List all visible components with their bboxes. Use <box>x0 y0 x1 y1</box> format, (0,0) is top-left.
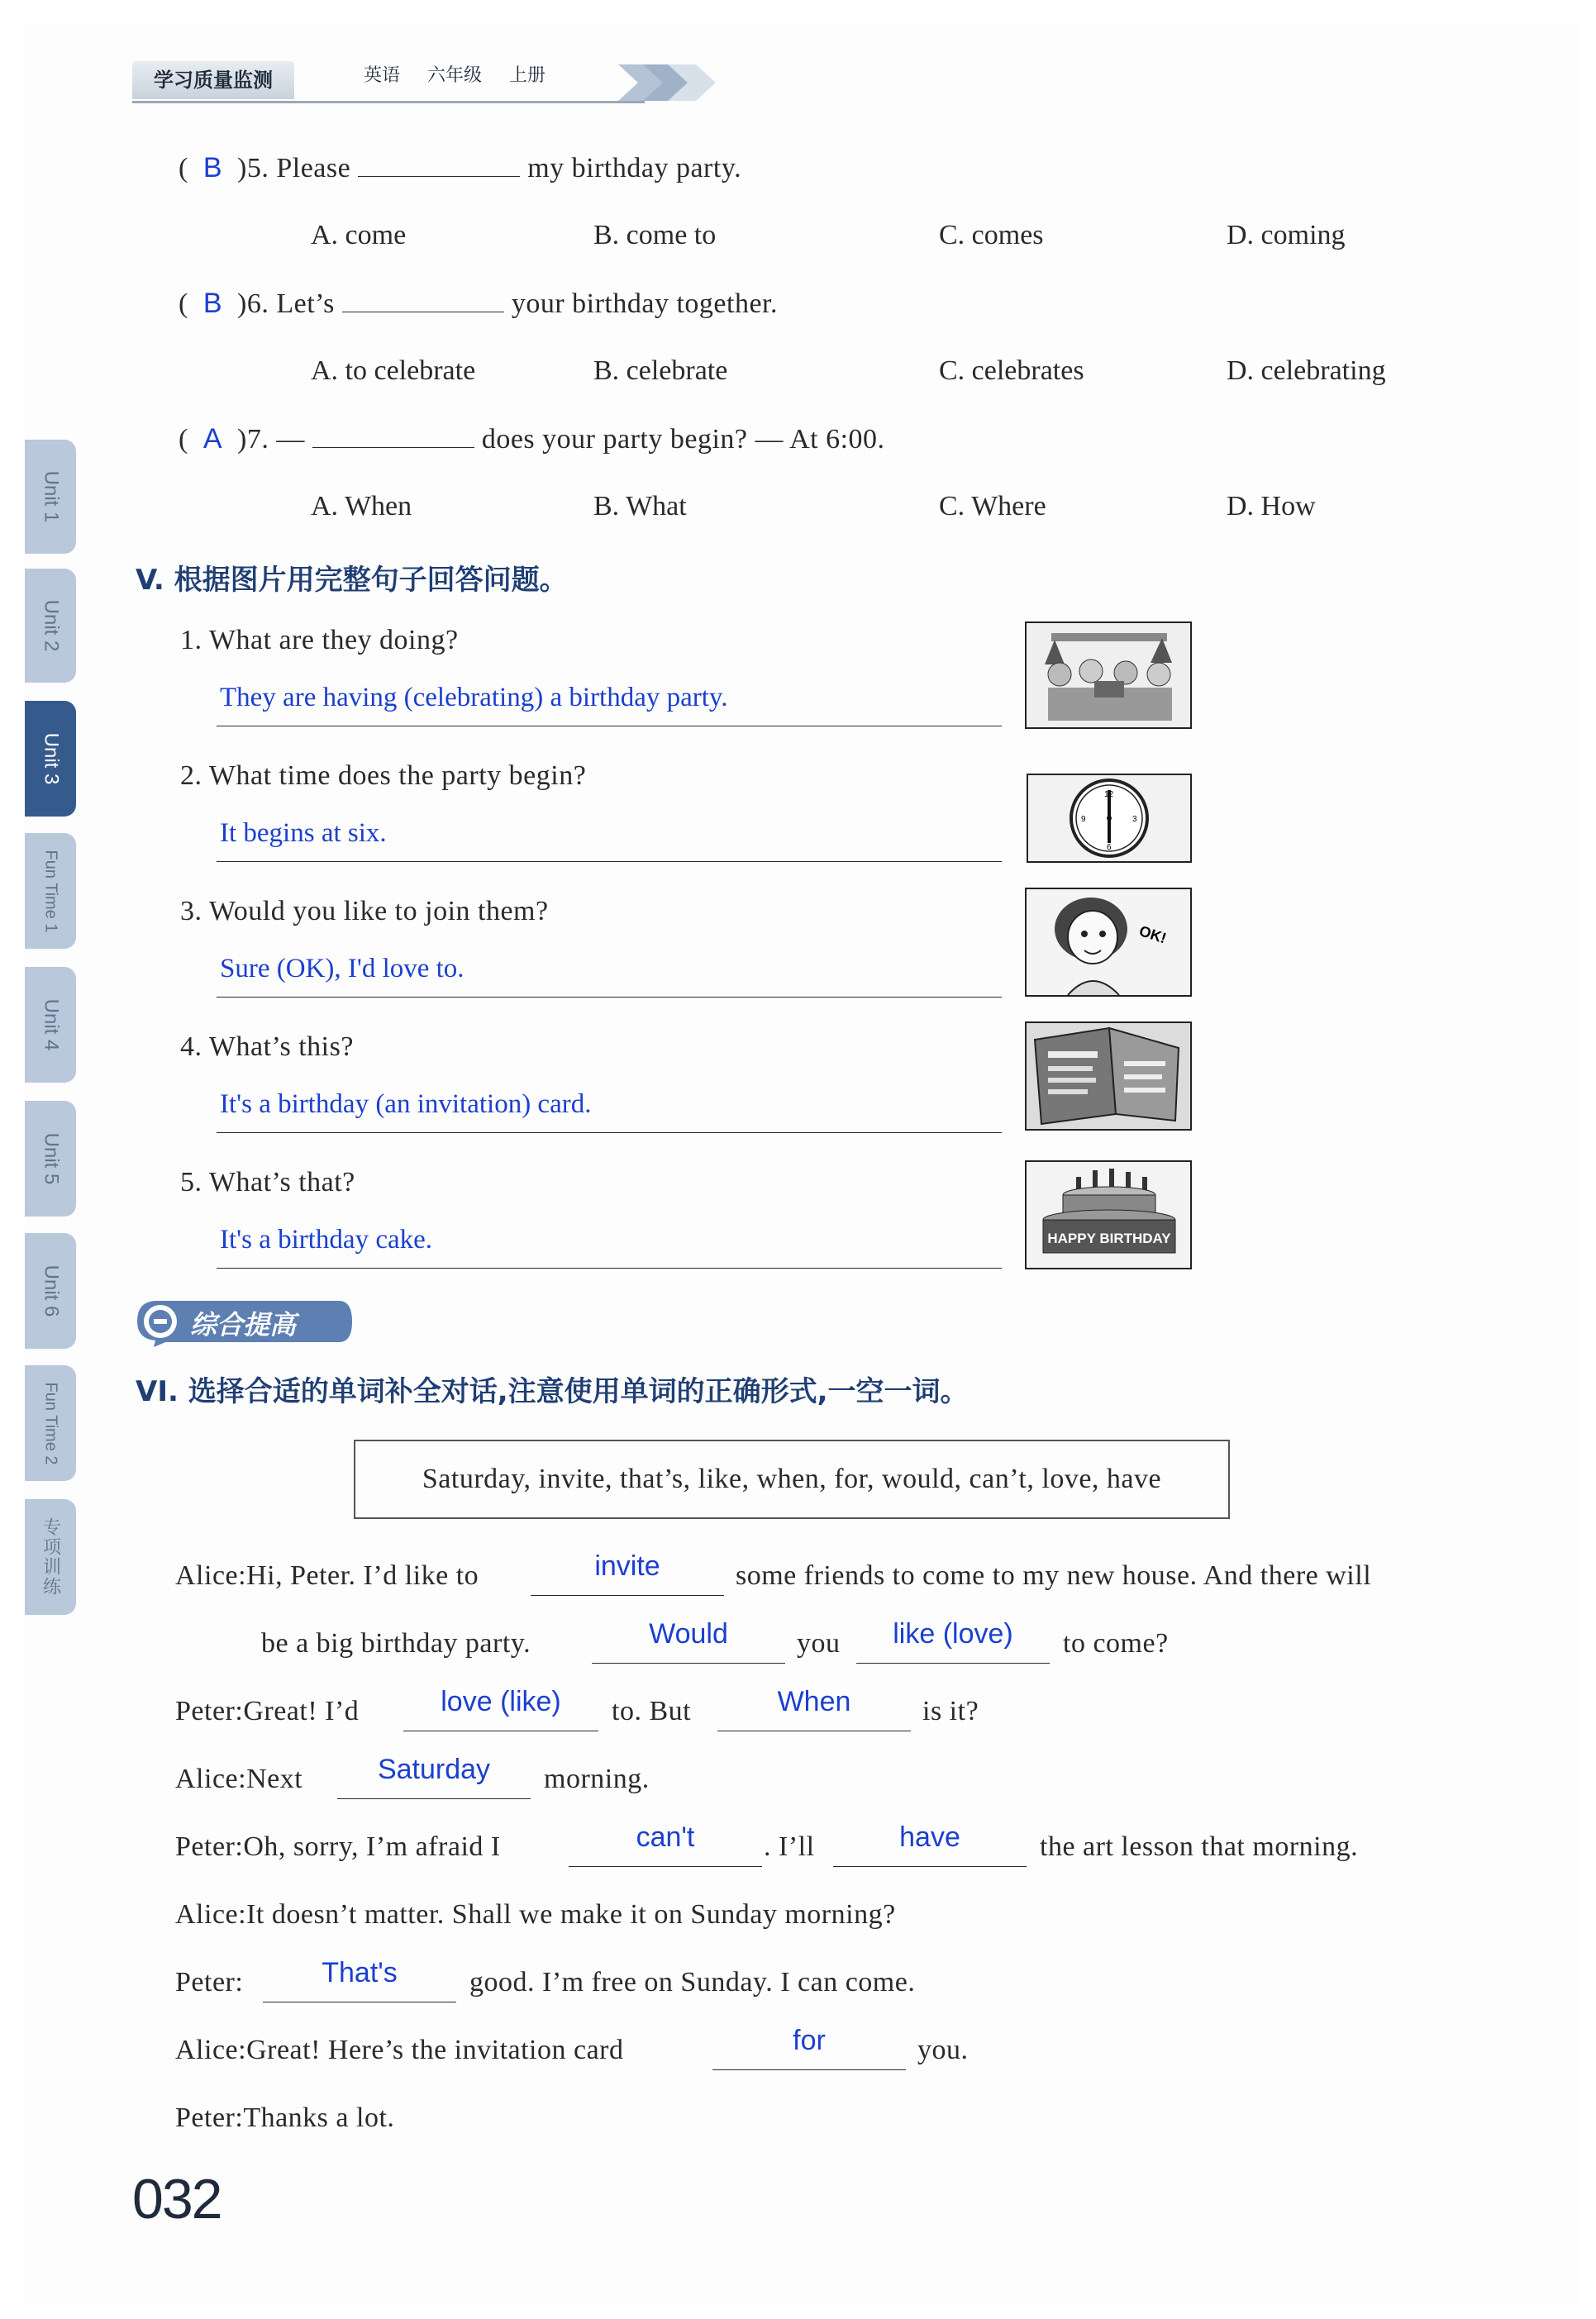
header-arrows-icon <box>618 58 726 107</box>
filled-answer: invite <box>594 1550 660 1582</box>
mc-option: A. to celebrate <box>311 355 476 386</box>
dialogue-text: good. I’m free on Sunday. I can come. <box>469 1967 916 1998</box>
invitation-card-picture <box>1025 1021 1192 1131</box>
dialogue-line: Alice:It doesn’t matter. Shall we make it on Sunday morning? <box>175 1899 896 1930</box>
dialogue-text: morning. <box>544 1764 650 1794</box>
section-5-title: V. 根据图片用完整句子回答问题。 <box>136 564 568 597</box>
dialogue-line: Alice:Next <box>175 1764 303 1794</box>
page-number: 032 <box>132 2168 222 2231</box>
written-answer: It's a birthday (an invitation) card. <box>220 1089 592 1119</box>
mc-question-7: ( A )7. — does your party begin? — At 6:00. <box>179 423 885 455</box>
answer-blank <box>337 1798 531 1799</box>
series-title: 学习质量监测 <box>132 61 294 99</box>
filled-answer: That's <box>322 1957 398 1988</box>
subject-label: 英语 <box>364 65 401 86</box>
filled-answer: Would <box>649 1618 728 1650</box>
svg-text:9: 9 <box>1081 815 1086 824</box>
side-tab-unit-6[interactable]: Unit 6 <box>25 1233 76 1349</box>
side-tab-unit-4[interactable]: Unit 4 <box>25 967 76 1083</box>
side-tab-unit-5[interactable]: Unit 5 <box>25 1101 76 1217</box>
side-tab-unit-2[interactable]: Unit 2 <box>25 569 76 683</box>
svg-text:3: 3 <box>1132 815 1137 824</box>
dialogue-text: is it? <box>922 1696 979 1726</box>
mc-option: C. celebrates <box>939 355 1084 386</box>
dialogue-line: Alice:Great! Here’s the invitation card <box>175 2035 624 2065</box>
clock-picture <box>1027 774 1192 863</box>
side-tab-unit-3[interactable]: Unit 3 <box>25 701 76 817</box>
dialogue-line: Peter:Great! I’d <box>175 1696 360 1726</box>
answer-blank <box>592 1663 785 1664</box>
picture-question: 2. What time does the party begin? <box>180 760 587 791</box>
written-answer: It begins at six. <box>220 818 387 848</box>
mc-option: D. How <box>1227 491 1316 521</box>
filled-answer: Saturday <box>377 1754 491 1785</box>
side-tab-special-training[interactable]: 专项训练 <box>25 1499 76 1615</box>
mc-option: D. celebrating <box>1227 355 1386 386</box>
dialogue-text: you <box>797 1628 841 1659</box>
comprehensive-improvement-badge <box>132 1296 355 1347</box>
picture-question: 4. What’s this? <box>180 1031 354 1062</box>
written-answer: Sure (OK), I'd love to. <box>220 954 465 983</box>
mc-option: B. come to <box>593 220 717 250</box>
girl-ok-picture <box>1025 888 1192 997</box>
dialogue-text: you. <box>917 2035 969 2065</box>
header-rule <box>132 101 645 103</box>
answer-blank <box>569 1866 762 1867</box>
mc-question-6: ( B )6. Let’s your birthday together. <box>179 288 778 319</box>
side-tab-unit-1[interactable]: Unit 1 <box>25 440 76 554</box>
header-subtitle <box>364 61 567 99</box>
picture-question: 5. What’s that? <box>180 1167 355 1198</box>
mc-answer: B <box>202 288 223 319</box>
dialogue-text: the art lesson that morning. <box>1040 1831 1359 1862</box>
filled-answer: love (like) <box>441 1686 561 1717</box>
answer-line <box>217 1268 1002 1269</box>
picture-question: 3. Would you like to join them? <box>180 896 549 926</box>
volume-label: 上册 <box>509 65 546 86</box>
birthday-cake-picture <box>1025 1160 1192 1269</box>
mc-answer: B <box>202 152 223 183</box>
picture-question: 1. What are they doing? <box>180 625 459 655</box>
svg-text:6: 6 <box>1107 843 1112 852</box>
dialogue-line: Alice:Hi, Peter. I’d like to <box>175 1560 479 1591</box>
dialogue-line: Peter:Oh, sorry, I’m afraid I <box>175 1831 501 1862</box>
badge-label: 综合提高 <box>190 1309 297 1340</box>
answer-blank <box>531 1595 724 1596</box>
mc-option: C. comes <box>939 220 1044 250</box>
dialogue-text: be a big birthday party. <box>261 1628 531 1659</box>
dialogue-text: . I’ll <box>764 1831 815 1862</box>
answer-blank <box>833 1866 1027 1867</box>
filled-answer: have <box>899 1821 960 1853</box>
answer-blank <box>712 2069 906 2070</box>
mc-question-5: ( B )5. Please my birthday party. <box>179 152 742 183</box>
written-answer: It's a birthday cake. <box>220 1225 433 1255</box>
dialogue-speaker: Peter: <box>175 1967 244 1998</box>
filled-answer: like (love) <box>893 1618 1013 1650</box>
party-picture <box>1025 621 1192 729</box>
dialogue-text: to come? <box>1063 1628 1169 1659</box>
mc-option: B. celebrate <box>593 355 728 386</box>
mc-option: B. What <box>593 491 687 521</box>
mc-option: C. Where <box>939 491 1046 521</box>
dialogue-text: to. But <box>612 1696 692 1726</box>
mc-option: A. come <box>311 220 407 250</box>
cake-text: HAPPY BIRTHDAY <box>1047 1231 1171 1246</box>
ok-bubble-text: OK! <box>1136 922 1169 947</box>
svg-text:12: 12 <box>1104 790 1114 799</box>
dialogue-line: Peter:Thanks a lot. <box>175 2102 395 2133</box>
word-bank: Saturday, invite, that’s, like, when, for, would, can’t, love, have <box>354 1440 1230 1519</box>
answer-line <box>217 1132 1002 1133</box>
answer-line <box>217 997 1002 998</box>
grade-label: 六年级 <box>427 65 483 86</box>
section-6-title: VI. 选择合适的单词补全对话,注意使用单词的正确形式,一空一词。 <box>136 1375 969 1408</box>
mc-option: A. When <box>311 491 412 521</box>
filled-answer: can't <box>636 1821 695 1853</box>
answer-line <box>217 861 1002 862</box>
side-tab-fun-time-2[interactable]: Fun Time 2 <box>25 1365 76 1481</box>
side-tab-fun-time-1[interactable]: Fun Time 1 <box>25 833 76 949</box>
written-answer: They are having (celebrating) a birthday party. <box>220 683 728 712</box>
filled-answer: When <box>777 1686 851 1717</box>
dialogue-text: some friends to come to my new house. And there will <box>736 1560 1372 1591</box>
answer-blank <box>856 1663 1050 1664</box>
mc-answer: A <box>202 423 223 455</box>
filled-answer: for <box>793 2025 826 2056</box>
mc-option: D. coming <box>1227 220 1346 250</box>
